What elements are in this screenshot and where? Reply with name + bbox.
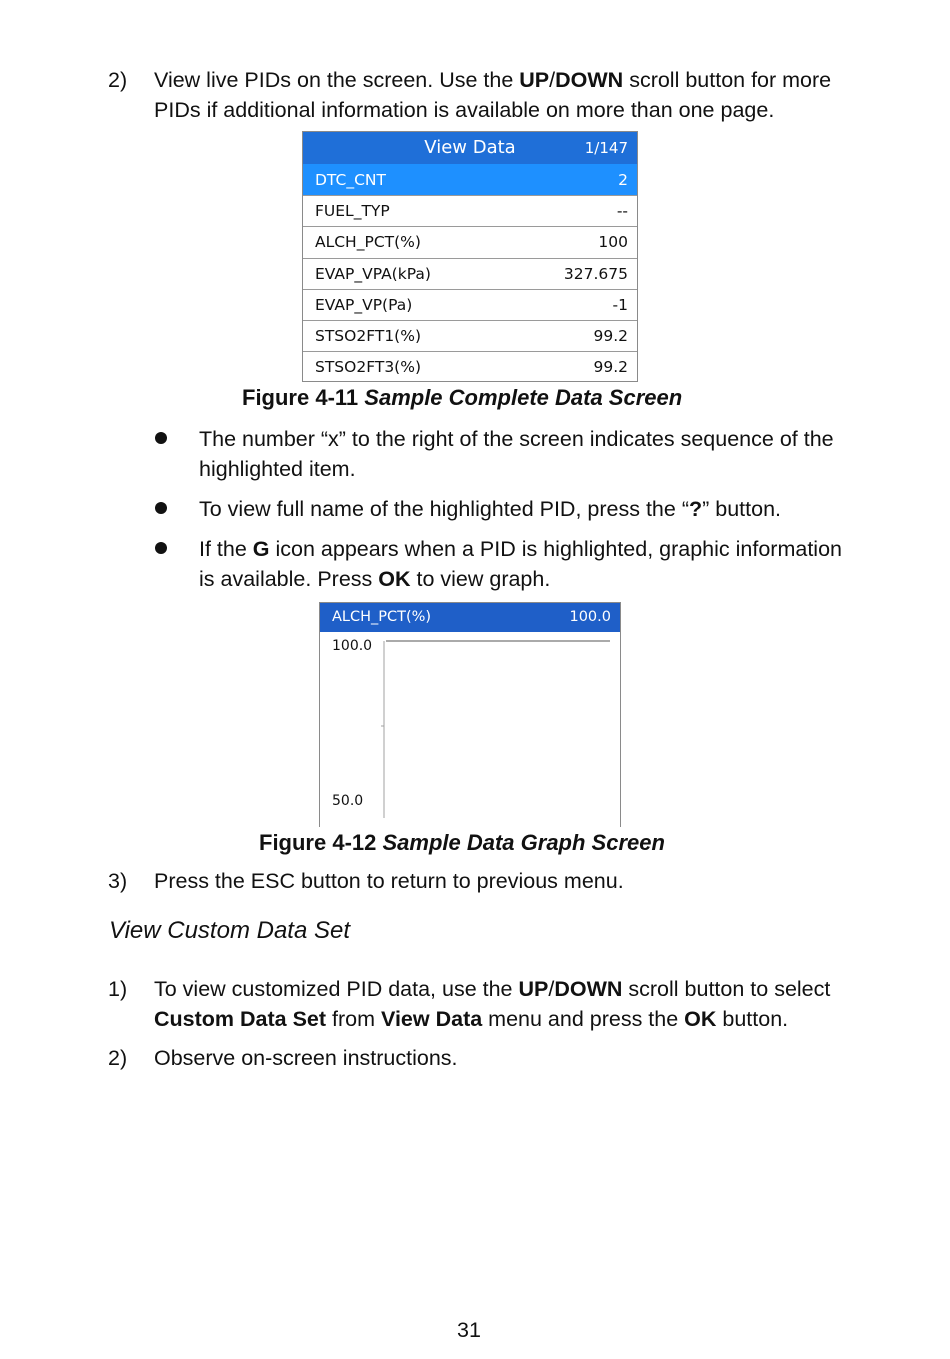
pid-row[interactable] bbox=[303, 351, 637, 382]
pid-name: FUEL_TYP bbox=[315, 202, 390, 221]
pid-value: 100 bbox=[598, 233, 628, 252]
graph-plot bbox=[320, 632, 620, 827]
custom-step-2-text: Observe on-screen instructions. bbox=[154, 1046, 458, 1070]
step-2-line-2: PIDs if additional information is available on more than one page. bbox=[154, 98, 775, 122]
step-2-number: 2) bbox=[108, 68, 128, 92]
pid-row[interactable] bbox=[303, 195, 637, 226]
bullet-icon bbox=[155, 432, 167, 444]
pid-name: STSO2FT3(%) bbox=[315, 358, 422, 377]
pid-row[interactable] bbox=[303, 226, 637, 257]
pid-name: ALCH_PCT(%) bbox=[315, 233, 421, 252]
bullet-icon bbox=[155, 502, 167, 514]
pid-name: EVAP_VP(Pa) bbox=[315, 295, 413, 314]
bullet-3-line-1: If the G icon appears when a PID is highlighted, graphic information bbox=[199, 537, 843, 561]
step-3-number: 3) bbox=[108, 869, 128, 893]
pid-name: EVAP_VPA(kPa) bbox=[315, 264, 431, 283]
view-data-screen bbox=[302, 131, 638, 382]
pid-row[interactable] bbox=[303, 320, 637, 351]
view-data-title: View Data bbox=[424, 137, 516, 158]
figure-4-12-caption: Figure 4-12 Sample Data Graph Screen bbox=[259, 830, 665, 855]
pid-value: -1 bbox=[612, 295, 628, 314]
graph-pid-name: ALCH_PCT(%) bbox=[332, 609, 432, 625]
pid-row[interactable] bbox=[303, 164, 637, 195]
bullet-3-line-2: is available. Press OK to view graph. bbox=[199, 567, 551, 591]
bullet-2: To view full name of the highlighted PID, press the “?” button. bbox=[199, 497, 782, 521]
custom-step-1-line-1: To view customized PID data, use the UP/DOWN scroll button to select bbox=[154, 977, 831, 1001]
pid-value: -- bbox=[616, 202, 628, 221]
graph-pid-value: 100.0 bbox=[569, 609, 611, 625]
figure-4-11-caption: Figure 4-11 Sample Complete Data Screen bbox=[242, 385, 683, 410]
custom-step-1-number: 1) bbox=[108, 977, 128, 1001]
pid-name: STSO2FT1(%) bbox=[315, 326, 422, 345]
step-3-text: Press the ESC button to return to previous menu. bbox=[154, 869, 624, 893]
custom-step-1-line-2: Custom Data Set from View Data menu and press the OK button. bbox=[154, 1007, 789, 1031]
data-graph-screen bbox=[319, 602, 621, 827]
pid-value: 99.2 bbox=[593, 358, 628, 377]
pid-value: 327.675 bbox=[563, 264, 628, 283]
graph-header bbox=[320, 603, 620, 632]
section-heading: View Custom Data Set bbox=[109, 917, 350, 944]
pid-value: 99.2 bbox=[593, 326, 628, 345]
page-number: 31 bbox=[457, 1318, 481, 1342]
pid-row[interactable] bbox=[303, 289, 637, 320]
custom-step-2-number: 2) bbox=[108, 1046, 128, 1070]
view-data-page-indicator: 1/147 bbox=[584, 139, 628, 157]
bullet-1-line-1: The number “x” to the right of the screen indicates sequence of the bbox=[199, 427, 834, 451]
step-2-line-1: View live PIDs on the screen. Use the UP/DOWN scroll button for more bbox=[154, 68, 832, 92]
graph-y-min-label: 50.0 bbox=[332, 793, 364, 809]
pid-name: DTC_CNT bbox=[315, 171, 386, 189]
bullet-1-line-2: highlighted item. bbox=[199, 457, 356, 481]
graph-y-max-label: 100.0 bbox=[332, 638, 373, 654]
pid-row[interactable] bbox=[303, 258, 637, 289]
bullet-icon bbox=[155, 542, 167, 554]
pid-value: 2 bbox=[618, 171, 628, 189]
view-data-header bbox=[303, 132, 637, 164]
